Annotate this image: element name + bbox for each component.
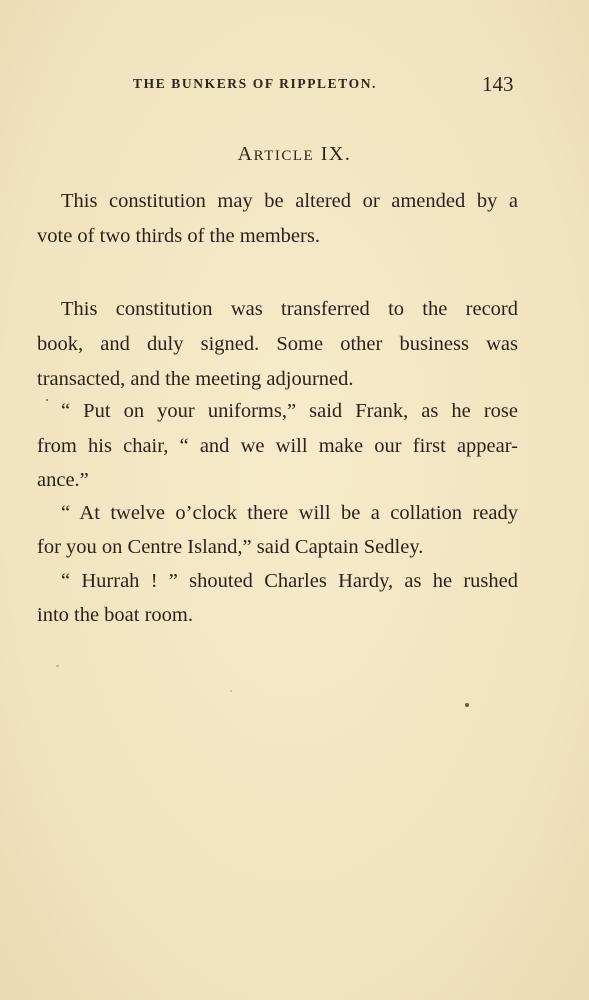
- article-heading: [0, 143, 589, 166]
- text-line: transacted, and the meeting adjourned.: [37, 368, 354, 390]
- page-number: 143: [482, 72, 514, 96]
- text-line: for you on Centre Island,” said Captain Sedley.: [37, 536, 424, 558]
- running-title: THE BUNKERS OF RIPPLETON.: [133, 76, 378, 91]
- text-line: “ Hurrah ! ” shouted Charles Hardy, as he rushed: [61, 570, 518, 592]
- article-heading-number: IX.: [314, 143, 352, 165]
- paper-speck: [56, 665, 59, 667]
- article-heading-cap: A: [237, 143, 254, 165]
- text-line: from his chair, “ and we will make our first appear-: [37, 435, 518, 457]
- text-line: book, and duly signed. Some other business was: [37, 333, 518, 355]
- text-line: This constitution was transferred to the record: [61, 298, 518, 320]
- running-head: [0, 72, 589, 98]
- text-line: This constitution may be altered or amended by a: [61, 190, 518, 212]
- text-line: vote of two thirds of the members.: [37, 225, 320, 247]
- text-line: ance.”: [37, 469, 89, 491]
- article-heading-small-caps: RTICLE: [253, 148, 315, 164]
- paper-speck: [465, 703, 469, 707]
- paper-speck: [230, 690, 232, 692]
- text-line: “ Put on your uniforms,” said Frank, as he rose: [61, 400, 518, 422]
- text-line: “ At twelve o’clock there will be a collation ready: [61, 502, 518, 524]
- paper-speck: [46, 399, 48, 401]
- text-line: into the boat room.: [37, 604, 194, 626]
